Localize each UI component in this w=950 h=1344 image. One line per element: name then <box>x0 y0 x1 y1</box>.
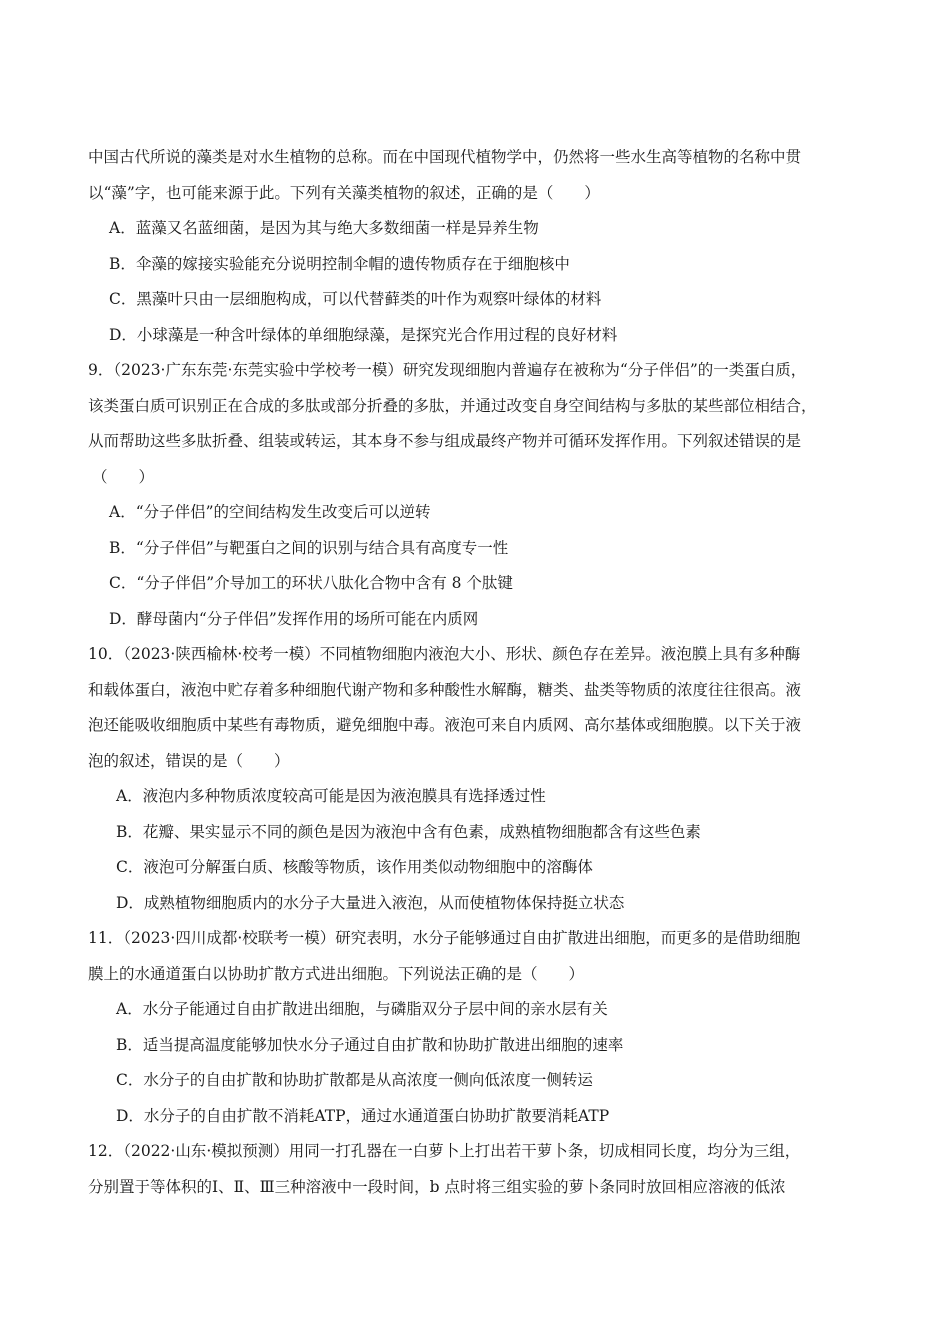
question-text-line: 10．（2023·陕西榆林·校考一模）不同植物细胞内液泡大小、形状、颜色存在差异。液泡膜上具有多种酶 <box>88 645 801 663</box>
question-text-line: 该类蛋白质可识别正在合成的多肽或部分折叠的多肽，并通过改变自身空间结构与多肽的某些部位相结合， <box>88 396 817 415</box>
question-text-line: 11．（2023·四川成都·校联考一模）研究表明，水分子能够通过自由扩散进出细胞，而更多的是借助细胞 <box>88 929 801 947</box>
option-a: A．液泡内多种物质浓度较高可能是因为液泡膜具有选择透过性 <box>116 787 546 805</box>
answer-parenthesis: （ ） <box>92 467 155 486</box>
question-text-line: 膜上的水通道蛋白以协助扩散方式进出细胞。下列说法正确的是（ ） <box>88 964 585 983</box>
question-text-line: 分别置于等体积的Ⅰ、Ⅱ、Ⅲ三种溶液中一段时间，b 点时将三组实验的萝卜条同时放回相应溶液的低浓 <box>88 1177 786 1196</box>
option-d: D．成熟植物细胞质内的水分子大量进入液泡，从而使植物体保持挺立状态 <box>116 893 625 912</box>
question-text-line: 泡的叙述，错误的是（ ） <box>88 751 290 770</box>
question-intro <box>88 140 868 353</box>
option-c: C．“分子伴侣”介导加工的环状八肽化合物中含有 8 个肽键 <box>109 574 513 592</box>
option-b: B．“分子伴侣”与靶蛋白之间的识别与结合具有高度专一性 <box>109 538 509 557</box>
question-12 <box>88 1134 868 1205</box>
option-a: A．“分子伴侣”的空间结构发生改变后可以逆转 <box>109 503 431 521</box>
option-c: C．液泡可分解蛋白质、核酸等物质，该作用类似动物细胞中的溶酶体 <box>116 858 593 876</box>
question-11 <box>88 921 868 1134</box>
question-text-line: 中国古代所说的藻类是对水生植物的总称。而在中国现代植物学中，仍然将一些水生高等植物的名称中贯 <box>88 148 802 166</box>
option-b: B．适当提高温度能够加快水分子通过自由扩散和协助扩散进出细胞的速率 <box>116 1035 624 1054</box>
option-a: A．水分子能通过自由扩散进出细胞，与磷脂双分子层中间的亲水层有关 <box>116 1000 608 1018</box>
option-b: B．伞藻的嫁接实验能充分说明控制伞帽的遗传物质存在于细胞核中 <box>109 254 570 273</box>
option-a: A．蓝藻又名蓝细菌，是因为其与绝大多数细菌一样是异养生物 <box>109 219 539 237</box>
question-text-line: 和载体蛋白，液泡中贮存着多种细胞代谢产物和多种酸性水解酶，糖类、盐类等物质的浓度往往很高。液 <box>88 680 802 699</box>
question-10 <box>88 637 868 921</box>
option-b: B．花瓣、果实显示不同的颜色是因为液泡中含有色素，成熟植物细胞都含有这些色素 <box>116 822 701 841</box>
question-9 <box>88 353 868 637</box>
option-c: C．黑藻叶只由一层细胞构成，可以代替藓类的叶作为观察叶绿体的材料 <box>109 290 602 308</box>
question-text-line: 泡还能吸收细胞质中某些有毒物质，避免细胞中毒。液泡可来自内质网、高尔基体或细胞膜。以下关于液 <box>88 716 802 734</box>
question-text-line: 12．（2022·山东·模拟预测）用同一打孔器在一白萝卜上打出若干萝卜条，切成相同长度，均分为三组， <box>88 1142 801 1160</box>
option-d: D．小球藻是一种含叶绿体的单细胞绿藻，是探究光合作用过程的良好材料 <box>109 325 618 344</box>
question-text-line: 以“藻”字，也可能来源于此。下列有关藻类植物的叙述，正确的是（ ） <box>88 183 600 202</box>
document-page <box>88 140 868 1205</box>
option-c: C．水分子的自由扩散和协助扩散都是从高浓度一侧向低浓度一侧转运 <box>116 1071 593 1089</box>
question-text-line: 9．（2023·广东东莞·东莞实验中学校考一模）研究发现细胞内普遍存在被称为“分子伴侣”的一类蛋白质， <box>88 361 807 379</box>
question-text-line: 从而帮助这些多肽折叠、组装或转运，其本身不参与组成最终产物并可循环发挥作用。下列叙述错误的是 <box>88 432 802 450</box>
option-d: D．酵母菌内“分子伴侣”发挥作用的场所可能在内质网 <box>109 609 479 628</box>
option-d: D．水分子的自由扩散不消耗ATP，通过水通道蛋白协助扩散要消耗ATP <box>116 1106 610 1125</box>
